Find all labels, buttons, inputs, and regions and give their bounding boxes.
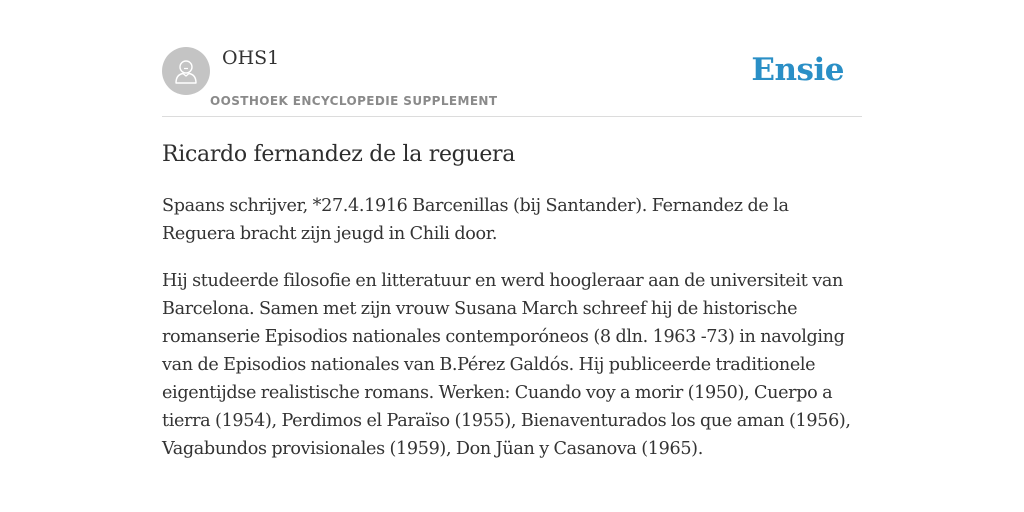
- author-name[interactable]: OHS1: [222, 47, 280, 69]
- entry-card: [162, 0, 862, 512]
- entry-paragraph: Spaans schrijver, *27.4.1916 Barcenillas (bij Santander). Fernandez de la Reguera bracht zijn jeugd in Chili door.: [162, 196, 789, 244]
- entry-header: [162, 0, 862, 117]
- entry-title: Ricardo fernandez de la reguera: [162, 142, 516, 167]
- user-icon: [171, 56, 201, 86]
- author-avatar[interactable]: [162, 47, 210, 95]
- ensie-logo[interactable]: Ensie: [751, 52, 844, 88]
- entry-paragraph: Hij studeerde filosofie en litteratuur en werd hoogleraar aan de universiteit van Barcelona. Samen met zijn vrouw Susana March schreef hij de historische romanserie Episodios nationales contemporóneos (8 dln. 1963 -73) in navolging van de Episodios nationales van B.Pérez Galdós. Hij publiceerde traditionele eigentijdse realistische romans. Werken: Cuando voy a morir (1950), Cuerpo a tierra (1954), Perdimos el Paraïso (1955), Bienaventurados los que aman (1956), Vagabundos provisionales (1959), Don Jüan y Casanova (1965).: [162, 271, 851, 459]
- source-label[interactable]: OOSTHOEK ENCYCLOPEDIE SUPPLEMENT: [210, 94, 498, 108]
